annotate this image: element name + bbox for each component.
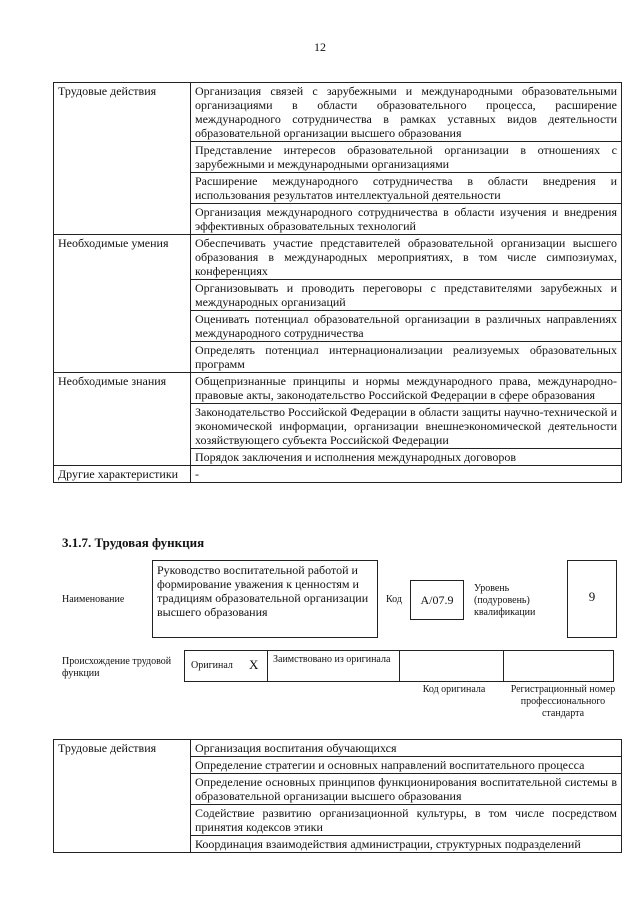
row-item: Обеспечивать участие представителей образовательной организации высшего образования в международных мероприятиях, в том числе симпозиумах, конференциях	[191, 235, 622, 280]
name-label: Наименование	[62, 594, 125, 605]
row-item: Организация международного сотрудничества в области изучения и внедрения эффективных образовательных технологий	[191, 204, 622, 235]
row-item: Законодательство Российской Федерации в области защиты научно-технической и экономической информации, организации внешнеэкономической деятельности хозяйствующего субъекта Российской Федерации	[191, 404, 622, 449]
divider	[399, 651, 400, 681]
row-label: Необходимые умения	[54, 235, 191, 373]
function-name-value: Руководство воспитательной работой и формирование уважения к ценностям и традициям образовательной организации высшего образования	[157, 563, 369, 619]
divider	[503, 651, 504, 681]
original-mark: X	[249, 657, 259, 672]
table-row	[54, 373, 622, 404]
table-row	[54, 740, 622, 757]
row-item: Общепризнанные принципы и нормы международного права, международно-правовые акты, законодательство Российской Федерации в сфере образования	[191, 373, 622, 404]
row-item: Определять потенциал интернационализации реализуемых образовательных программ	[191, 342, 622, 373]
code-value: А/07.9	[420, 593, 454, 607]
row-item: Порядок заключения и исполнения международных договоров	[191, 449, 622, 466]
page-number: 12	[314, 40, 326, 54]
level-value-box	[567, 560, 617, 638]
labor-actions-table	[53, 739, 622, 853]
row-item: Оценивать потенциал образовательной организации в различных направлениях международного сотрудничества	[191, 311, 622, 342]
row-label: Трудовые действия	[54, 83, 191, 235]
borrowed-label: Заимствовано из оригинала	[273, 654, 391, 665]
section-heading: 3.1.7. Трудовая функция	[62, 535, 205, 550]
level-label: Уровень (подуровень) квалификации	[474, 583, 536, 618]
origin-label: Происхождение трудовой функции	[62, 656, 172, 679]
row-item: Определение стратегии и основных направлений воспитательного процесса	[191, 757, 622, 774]
origin-table	[184, 650, 614, 682]
row-item: Координация взаимодействия администрации, структурных подразделений	[191, 836, 622, 853]
code-value-box	[410, 580, 464, 620]
divider	[267, 651, 268, 681]
code-original-label: Код оригинала	[422, 684, 486, 695]
row-item: Представление интересов образовательной организации в отношениях с зарубежными и международными организациями	[191, 142, 622, 173]
function-name-box	[152, 560, 378, 638]
row-item: Организация воспитания обучающихся	[191, 740, 622, 757]
row-item: Содействие развитию организационной культуры, в том числе посредством принятия кодексов этики	[191, 805, 622, 836]
row-item: Организовывать и проводить переговоры с представителями зарубежных и международных организаций	[191, 280, 622, 311]
table-row	[54, 83, 622, 142]
table-row	[54, 466, 622, 483]
row-label: Другие характеристики	[54, 466, 191, 483]
row-item: -	[191, 466, 622, 483]
row-label: Трудовые действия	[54, 740, 191, 853]
row-item: Определение основных принципов функционирования воспитательной системы в образовательной организации высшего образования	[191, 774, 622, 805]
original-label: Оригинал	[191, 660, 233, 671]
table-row	[54, 235, 622, 280]
row-label: Необходимые знания	[54, 373, 191, 466]
row-item: Расширение международного сотрудничества в области внедрения и использования результатов интеллектуальной деятельности	[191, 173, 622, 204]
labor-function-table-continued	[53, 82, 622, 483]
level-value: 9	[588, 589, 596, 604]
reg-number-label: Регистрационный номер профессионального стандарта	[510, 684, 616, 719]
row-item: Организация связей с зарубежными и международными образовательными организациями в области образовательного процесса, расширение международного сотрудничества в рамках уставных видов деятельности образовательной организации высшего образования	[191, 83, 622, 142]
code-label: Код	[386, 594, 402, 605]
